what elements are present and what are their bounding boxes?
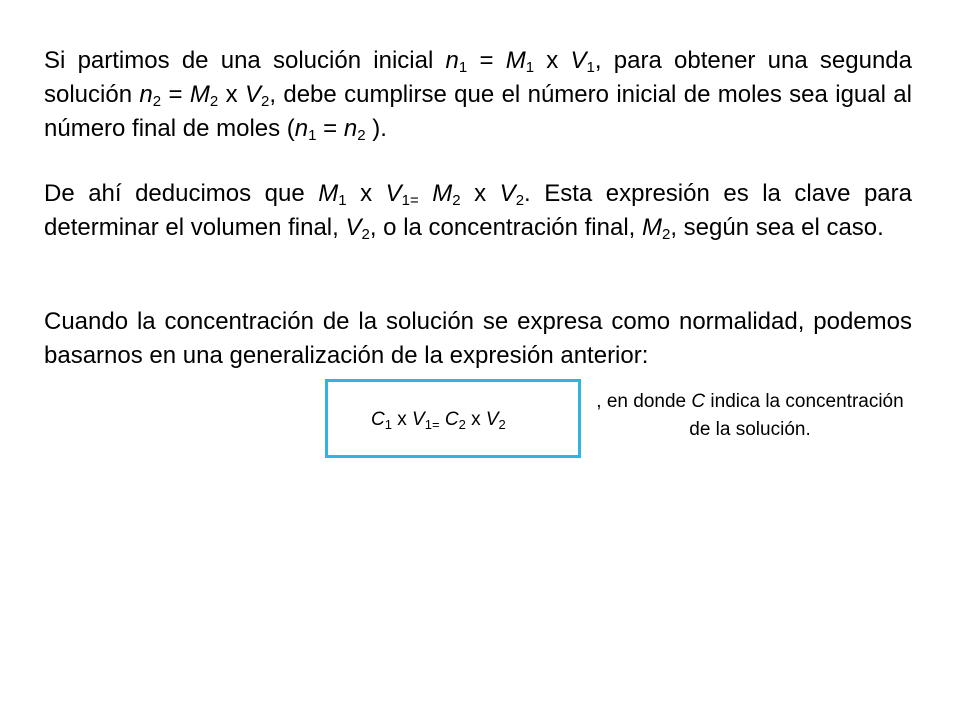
text: x bbox=[391, 409, 413, 430]
var-m: M bbox=[318, 180, 339, 207]
subscript: 1= bbox=[401, 192, 419, 209]
subscript: 2 bbox=[458, 417, 466, 432]
text: , debe cumplirse que el número inicial de moles sea igual al número final de moles ( bbox=[44, 81, 912, 142]
var-c: C bbox=[371, 409, 385, 430]
var-v: V bbox=[570, 47, 587, 74]
text: . Esta expresión es la clave para determinar el volumen final, bbox=[44, 180, 912, 241]
subscript: 2 bbox=[152, 93, 162, 110]
subscript: 1 bbox=[384, 417, 392, 432]
text: x bbox=[460, 180, 500, 207]
subscript: 2 bbox=[361, 226, 370, 243]
var-n: n bbox=[294, 115, 309, 142]
formula-box bbox=[325, 379, 581, 458]
subscript: 2 bbox=[662, 226, 671, 243]
text: x bbox=[465, 409, 486, 430]
var-v: V bbox=[412, 409, 425, 430]
var-c: C bbox=[444, 409, 459, 430]
var-n: n bbox=[139, 81, 153, 108]
subscript: 2 bbox=[209, 93, 219, 110]
formula-normality bbox=[371, 407, 506, 433]
text: ). bbox=[365, 115, 387, 142]
var-m: M bbox=[642, 214, 662, 241]
text: De ahí deducimos que bbox=[44, 180, 319, 207]
subscript: 1 bbox=[525, 59, 535, 76]
var-v: V bbox=[385, 180, 402, 207]
var-m: M bbox=[189, 81, 210, 108]
subscript: 2 bbox=[452, 192, 461, 209]
subscript: 2 bbox=[515, 192, 525, 209]
text: = bbox=[316, 115, 344, 142]
text: , en donde bbox=[596, 391, 692, 412]
text: indica la concentración de la solución. bbox=[689, 391, 904, 440]
var-c: C bbox=[691, 391, 706, 412]
subscript: 2 bbox=[357, 127, 366, 144]
var-v: V bbox=[485, 409, 499, 430]
subscript: 1 bbox=[458, 59, 468, 76]
text: = bbox=[161, 81, 190, 108]
var-m: M bbox=[432, 180, 453, 207]
text: , o la concentración final, bbox=[369, 214, 642, 241]
text bbox=[419, 180, 433, 207]
text: , según sea el caso. bbox=[670, 214, 884, 241]
text: x bbox=[218, 81, 245, 108]
var-n: n bbox=[343, 115, 358, 142]
var-v: V bbox=[244, 81, 261, 108]
subscript: 1 bbox=[338, 192, 347, 209]
subscript: 2 bbox=[498, 417, 506, 432]
var-v: V bbox=[499, 180, 516, 207]
var-n: n bbox=[445, 47, 459, 74]
text: = bbox=[467, 47, 506, 74]
paragraph-normality: Cuando la concentración de la solución se expresa como normalidad, podemos basarnos en una generalización de la expresión anterior: bbox=[44, 308, 912, 369]
subscript: 1 bbox=[586, 59, 595, 76]
paragraph-dilution-intro bbox=[44, 44, 912, 146]
subscript: 1= bbox=[424, 417, 440, 432]
text: Si partimos de una solución inicial bbox=[44, 47, 446, 74]
formula-note bbox=[590, 388, 910, 444]
var-v: V bbox=[345, 214, 362, 241]
text: x bbox=[346, 180, 386, 207]
subscript: 2 bbox=[260, 93, 270, 110]
var-m: M bbox=[505, 47, 526, 74]
subscript: 1 bbox=[308, 127, 317, 144]
text: x bbox=[534, 47, 571, 74]
paragraph-dilution-formula bbox=[44, 177, 912, 245]
text: , para obtener una segunda solución bbox=[44, 47, 912, 108]
